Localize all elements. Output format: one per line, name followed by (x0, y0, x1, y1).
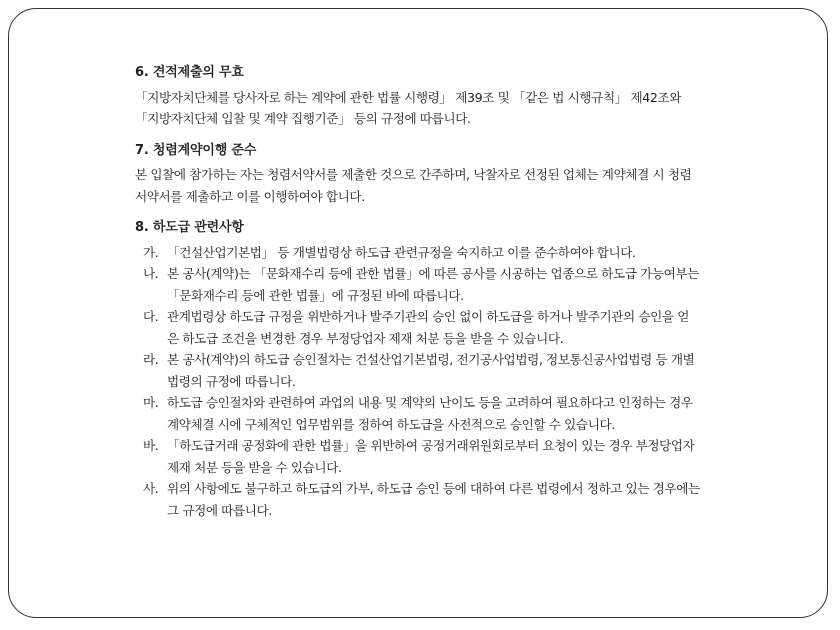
list-text: 「하도급거래 공정화에 관한 법률」을 위반하여 공정거래위원회로부터 요청이 있는 경우 부정당업자 제재 처분 등을 받을 수 있습니다. (167, 438, 695, 475)
list-item (135, 392, 700, 435)
list-marker: 사. (143, 481, 159, 496)
list-text: 위의 사항에도 불구하고 하도급의 가부, 하도급 승인 등에 대하여 다른 법령에서 정하고 있는 경우에는 그 규정에 따릅니다. (167, 481, 700, 518)
list-marker: 라. (143, 352, 159, 367)
section-8 (135, 217, 700, 521)
list-item (135, 349, 700, 392)
list-item (135, 435, 700, 478)
list-text: 본 공사(계약)의 하도급 승인절차는 건설산업기본법령, 전기공사업법령, 정보통신공사업법령 등 개별법령의 규정에 따릅니다. (167, 352, 695, 389)
list-marker: 가. (143, 244, 159, 260)
list-marker: 나. (143, 266, 159, 281)
section-paragraph: 본 입찰에 참가하는 자는 청렴서약서를 제출한 것으로 간주하며, 낙찰자로 선정된 업체는 계약체결 시 청렴서약서를 제출하고 이를 이행하여야 합니다. (135, 167, 692, 204)
list-marker: 바. (143, 438, 159, 453)
list-text: 본 공사(계약)는 「문화재수리 등에 관한 법률」에 따른 공사를 시공하는 업종으로 하도급 가능여부는 「문화재수리 등에 관한 법률」에 규정된 바에 따릅니다. (167, 266, 699, 303)
list-item (135, 478, 700, 521)
section-paragraph: 「지방자치단체를 당사자로 하는 계약에 관한 법률 시행령」 제39조 및 「같은 법 시행규칙」 제42조와 「지방자치단체 입찰 및 계약 집행기준」 등의 규정에 따릅니다. (135, 89, 682, 126)
list-marker: 마. (143, 395, 159, 410)
list-marker: 다. (143, 309, 159, 324)
list-text: 「건설산업기본법」 등 개별법령상 하도급 관련규정을 숙지하고 이를 준수하여야 합니다. (167, 244, 636, 260)
list-item (135, 306, 700, 349)
section-heading: 6. 견적제출의 무효 (135, 65, 244, 80)
list-item (135, 263, 700, 306)
list-text: 하도급 승인절차와 관련하여 과업의 내용 및 계약의 난이도 등을 고려하여 필요하다고 인정하는 경우 계약체결 시에 구체적인 업무범위를 정하여 하도급을 사전적으로 승인할 수 있습니다. (167, 395, 693, 432)
section-6 (135, 62, 700, 130)
section-heading: 8. 하도급 관련사항 (135, 220, 244, 235)
document-body (135, 62, 700, 531)
section-heading: 7. 청렴계약이행 준수 (135, 142, 257, 158)
section-7 (135, 140, 700, 208)
list-item (135, 242, 700, 264)
list-text: 관계법령상 하도급 규정을 위반하거나 발주기관의 승인 없이 하도급을 하거나 발주기관의 승인을 얻은 하도급 조건을 변경한 경우 부정당업자 제재 처분 등을 받을 수 있습니다. (167, 309, 690, 346)
